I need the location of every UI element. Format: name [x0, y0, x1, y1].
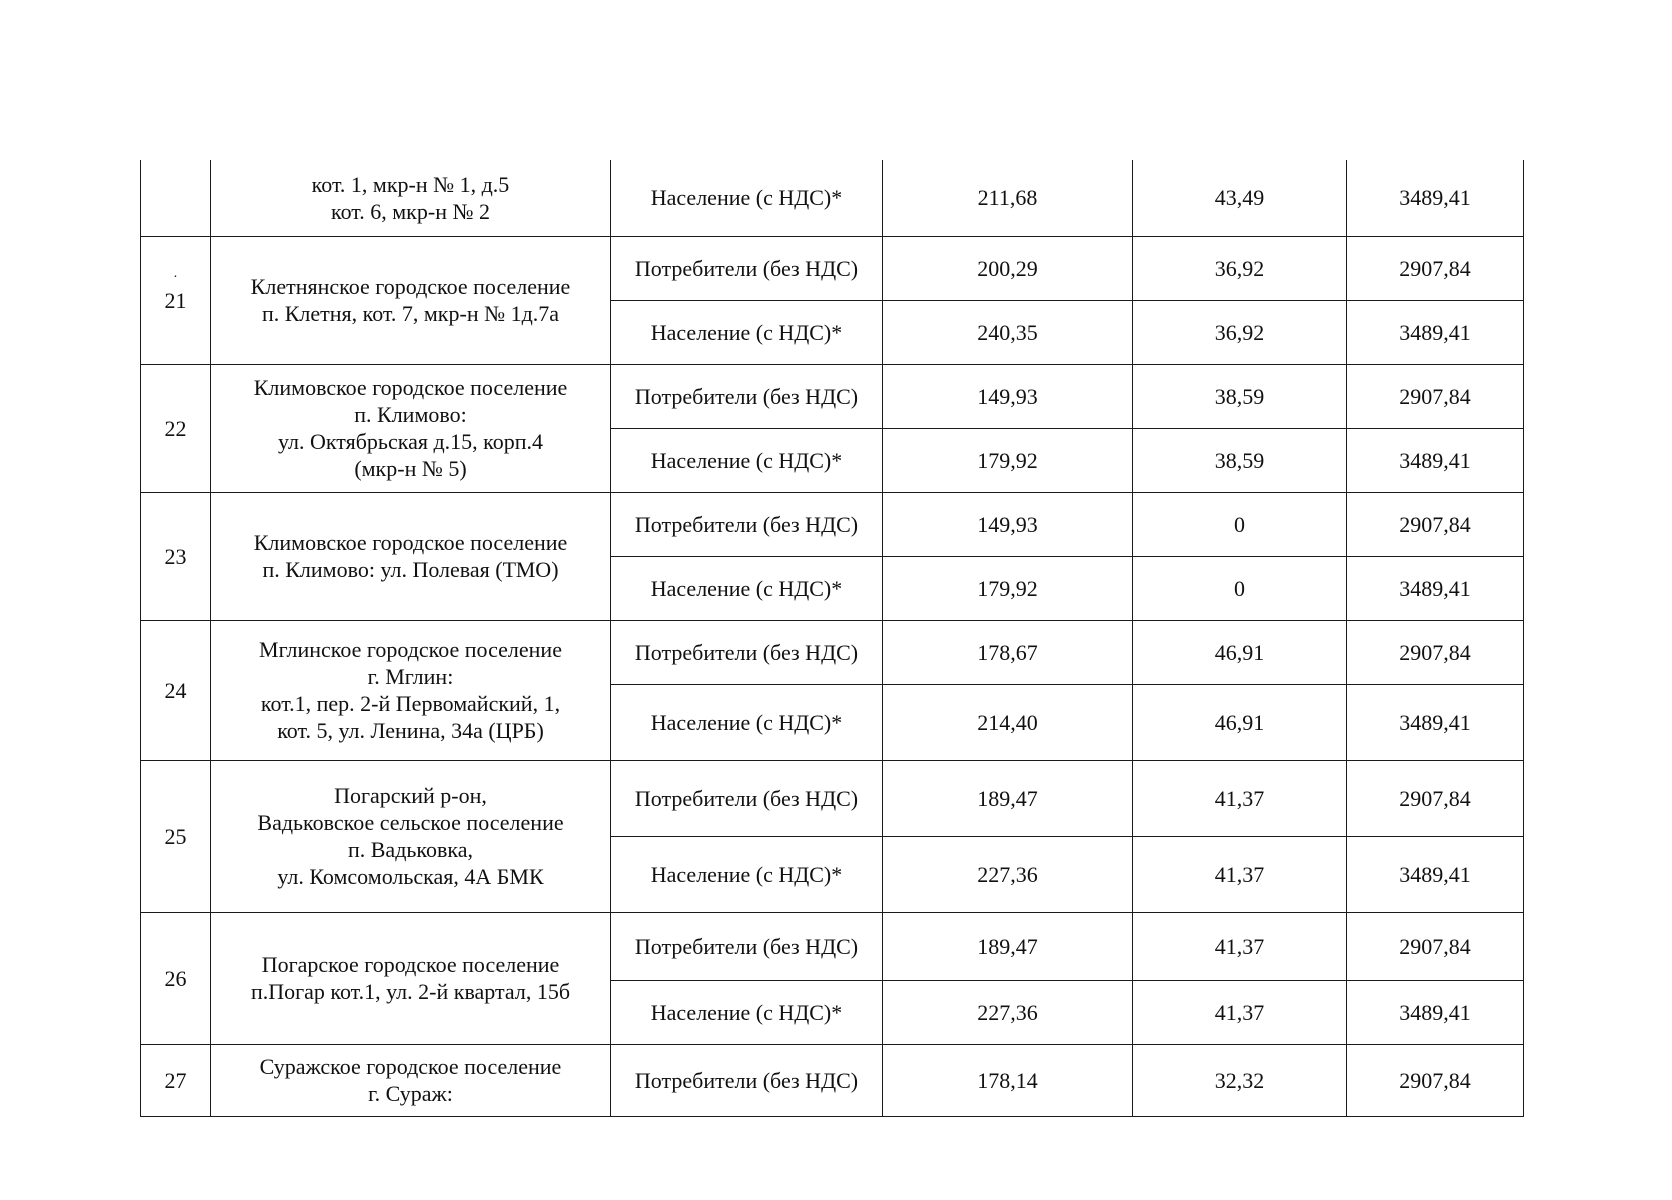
- table-row: [141, 912, 1524, 980]
- value-cell: 38,59: [1133, 364, 1347, 428]
- value-cell: 189,47: [883, 912, 1133, 980]
- row-number-cell: [141, 236, 211, 364]
- table-row: [141, 236, 1524, 300]
- value-cell: 41,37: [1133, 760, 1347, 836]
- value-cell: 2907,84: [1347, 364, 1524, 428]
- row-number-cell: [141, 160, 211, 236]
- consumer-category-cell: Потребители (без НДС): [611, 760, 883, 836]
- consumer-category-cell: Потребители (без НДС): [611, 620, 883, 684]
- value-cell: 227,36: [883, 980, 1133, 1044]
- value-cell: 36,92: [1133, 236, 1347, 300]
- consumer-category-cell: Население (с НДС)*: [611, 684, 883, 760]
- value-cell: 179,92: [883, 428, 1133, 492]
- value-cell: 2907,84: [1347, 912, 1524, 980]
- value-cell: 32,32: [1133, 1044, 1347, 1116]
- consumer-category-cell: Потребители (без НДС): [611, 492, 883, 556]
- row-number-cell: 27: [141, 1044, 211, 1116]
- value-cell: 2907,84: [1347, 1044, 1524, 1116]
- tariff-table: [140, 160, 1524, 1117]
- settlement-name-cell: кот. 1, мкр-н № 1, д.5 кот. 6, мкр-н № 2: [211, 160, 611, 236]
- value-cell: 2907,84: [1347, 492, 1524, 556]
- value-cell: 178,67: [883, 620, 1133, 684]
- value-cell: 179,92: [883, 556, 1133, 620]
- consumer-category-cell: Потребители (без НДС): [611, 912, 883, 980]
- consumer-category-cell: Население (с НДС)*: [611, 836, 883, 912]
- value-cell: 3489,41: [1347, 160, 1524, 236]
- table-row: [141, 492, 1524, 556]
- value-cell: 46,91: [1133, 620, 1347, 684]
- row-number-cell: 26: [141, 912, 211, 1044]
- value-cell: 3489,41: [1347, 684, 1524, 760]
- consumer-category-cell: Население (с НДС)*: [611, 556, 883, 620]
- value-cell: 2907,84: [1347, 620, 1524, 684]
- value-cell: 200,29: [883, 236, 1133, 300]
- settlement-name-cell: Суражское городское поселение г. Сураж:: [211, 1044, 611, 1116]
- value-cell: 0: [1133, 556, 1347, 620]
- settlement-name-cell: Мглинское городское поселение г. Мглин: кот.1, пер. 2-й Первомайский, 1, кот. 5, ул. Ленина, 34а (ЦРБ): [211, 620, 611, 760]
- value-cell: 41,37: [1133, 980, 1347, 1044]
- value-cell: 38,59: [1133, 428, 1347, 492]
- row-number-cell: 22: [141, 364, 211, 492]
- value-cell: 43,49: [1133, 160, 1347, 236]
- value-cell: 178,14: [883, 1044, 1133, 1116]
- table-row: [141, 364, 1524, 428]
- row-number: 21: [164, 287, 187, 313]
- value-cell: 3489,41: [1347, 836, 1524, 912]
- value-cell: 189,47: [883, 760, 1133, 836]
- settlement-name-cell: Климовское городское поселение п. Климово: ул. Октябрьская д.15, корп.4 (мкр-н № 5): [211, 364, 611, 492]
- value-cell: 3489,41: [1347, 980, 1524, 1044]
- value-cell: 3489,41: [1347, 300, 1524, 364]
- consumer-category-cell: Потребители (без НДС): [611, 236, 883, 300]
- consumer-category-cell: Население (с НДС)*: [611, 980, 883, 1044]
- value-cell: 41,37: [1133, 912, 1347, 980]
- value-cell: 36,92: [1133, 300, 1347, 364]
- value-cell: 3489,41: [1347, 428, 1524, 492]
- value-cell: 149,93: [883, 492, 1133, 556]
- dot-mark: ·: [173, 269, 178, 285]
- value-cell: 46,91: [1133, 684, 1347, 760]
- row-number-cell: 23: [141, 492, 211, 620]
- value-cell: 0: [1133, 492, 1347, 556]
- value-cell: 240,35: [883, 300, 1133, 364]
- table-row: [141, 620, 1524, 684]
- consumer-category-cell: Население (с НДС)*: [611, 300, 883, 364]
- value-cell: 3489,41: [1347, 556, 1524, 620]
- consumer-category-cell: Население (с НДС)*: [611, 160, 883, 236]
- settlement-name-cell: Погарский р-он, Вадьковское сельское поселение п. Вадьковка, ул. Комсомольская, 4А БМК: [211, 760, 611, 912]
- value-cell: 2907,84: [1347, 760, 1524, 836]
- value-cell: 211,68: [883, 160, 1133, 236]
- table-row: [141, 1044, 1524, 1116]
- settlement-name-cell: Клетнянское городское поселение п. Клетня, кот. 7, мкр-н № 1д.7а: [211, 236, 611, 364]
- settlement-name-cell: Климовское городское поселение п. Климово: ул. Полевая (ТМО): [211, 492, 611, 620]
- consumer-category-cell: Потребители (без НДС): [611, 364, 883, 428]
- table-row: [141, 760, 1524, 836]
- value-cell: 2907,84: [1347, 236, 1524, 300]
- consumer-category-cell: Население (с НДС)*: [611, 428, 883, 492]
- consumer-category-cell: Потребители (без НДС): [611, 1044, 883, 1116]
- value-cell: 227,36: [883, 836, 1133, 912]
- value-cell: 41,37: [1133, 836, 1347, 912]
- table-row: [141, 160, 1524, 236]
- value-cell: 149,93: [883, 364, 1133, 428]
- row-number-cell: 24: [141, 620, 211, 760]
- settlement-name-cell: Погарское городское поселение п.Погар кот.1, ул. 2-й квартал, 15б: [211, 912, 611, 1044]
- row-number-cell: 25: [141, 760, 211, 912]
- value-cell: 214,40: [883, 684, 1133, 760]
